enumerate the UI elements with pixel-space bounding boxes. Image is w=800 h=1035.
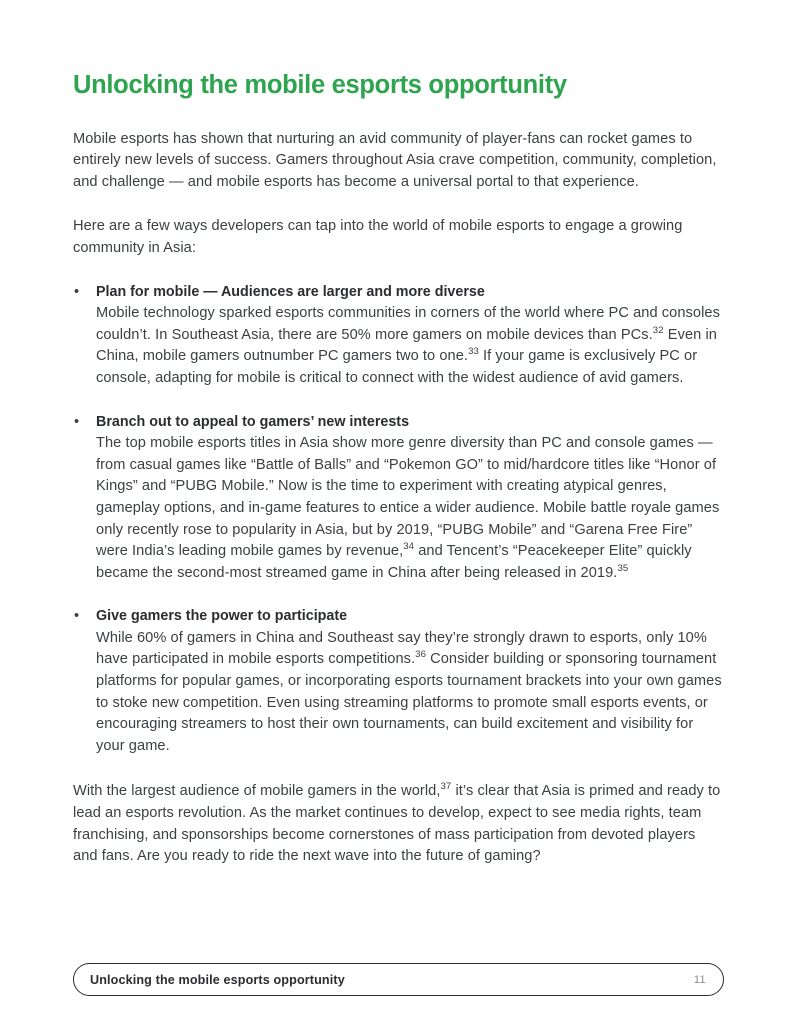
closing-text: it’s clear that Asia is primed and ready to lead an esports revolution. As the market continues to develop, expect to see media rights, team franchising, and sponsorships become cornerstones of mass participation from devoted players and fans. Are you ready to ride the next wave into the future of gaming? — [73, 783, 721, 865]
closing-text: With the largest audience of mobile gamers in the world, — [73, 783, 441, 800]
closing-paragraph — [73, 781, 724, 867]
list-item — [73, 412, 724, 585]
footnote-ref: 36 — [415, 649, 426, 661]
bullet-heading: Plan for mobile — Audiences are larger and more diverse — [96, 283, 485, 300]
page-content — [73, 70, 724, 891]
page-number: 11 — [693, 973, 706, 986]
bullet-body — [96, 628, 724, 758]
bullet-body-text: While 60% of gamers in China and Southeast say they’re strongly drawn to esports, only 10% have participated in mobile esports competitions. — [96, 629, 707, 668]
page-title: Unlocking the mobile esports opportunity — [73, 71, 567, 99]
list-item — [73, 606, 724, 757]
intro-paragraph-2: Here are a few ways developers can tap into the world of mobile esports to engage a growing community in Asia: — [73, 218, 683, 256]
bullet-body-text: Consider building or sponsoring tournament platforms for popular games, or incorporating esports tournament brackets into your own games to stoke new competition. Even using streaming platforms to promote small esports events, or encouraging streamers to host their own tournaments, can build excitement and visibility for your game. — [96, 651, 722, 754]
bullet-heading: Give gamers the power to participate — [96, 608, 348, 625]
bullet-body-text: If your game is exclusively PC or console, adapting for mobile is critical to connect with the widest audience of avid gamers. — [96, 348, 698, 386]
bullet-body-text: Even in China, mobile gamers outnumber PC gamers two to one. — [96, 326, 717, 365]
list-item — [73, 282, 724, 390]
page-footer — [73, 963, 724, 996]
recommendations-list — [73, 282, 724, 758]
bullet-marker-icon: • — [74, 283, 80, 300]
bullet-heading: Branch out to appeal to gamers’ new interests — [96, 413, 410, 430]
bullet-body-text: Mobile technology sparked esports communities in corners of the world where PC and consoles couldn’t. In Southeast Asia, there are 50% more gamers on mobile devices than PCs. — [96, 305, 720, 343]
bullet-body-text: and Tencent’s “Peacekeeper Elite” quickly became the second-most streamed game in China after being released in 2019. — [96, 543, 692, 581]
bullet-marker-icon: • — [74, 413, 80, 430]
bullet-marker-icon: • — [74, 608, 80, 625]
footnote-ref: 35 — [617, 562, 629, 574]
footnote-ref: 34 — [403, 541, 415, 553]
footnote-ref: 33 — [468, 346, 479, 358]
footer-section-label: Unlocking the mobile esports opportunity — [90, 972, 345, 987]
bullet-body-text: The top mobile esports titles in Asia show more genre diversity than PC and console games — from casual games like “Battle of Balls” and “Pokemon GO” to mid/hardcore titles like “Honor of Kings” and “PUBG Mobile.” Now is the time to experiment with creating atypical genres, gameplay options, and in-game features to entice a wider audience. Mobile battle royale games only recently rose to popularity in Asia, but by 2019, “PUBG Mobile” and “Garena Free Fire” were India’s leading mobile games by revenue, — [96, 435, 720, 560]
bullet-body — [96, 433, 724, 584]
footnote-ref: 37 — [440, 781, 452, 793]
intro-paragraph-1: Mobile esports has shown that nurturing an avid community of player-fans can rocket games to entirely new levels of success. Gamers throughout Asia crave competition, community, completion, and challenge — and mobile esports has become a universal portal to that experience. — [73, 130, 717, 190]
bullet-body — [96, 303, 724, 389]
footnote-ref: 32 — [652, 324, 664, 336]
